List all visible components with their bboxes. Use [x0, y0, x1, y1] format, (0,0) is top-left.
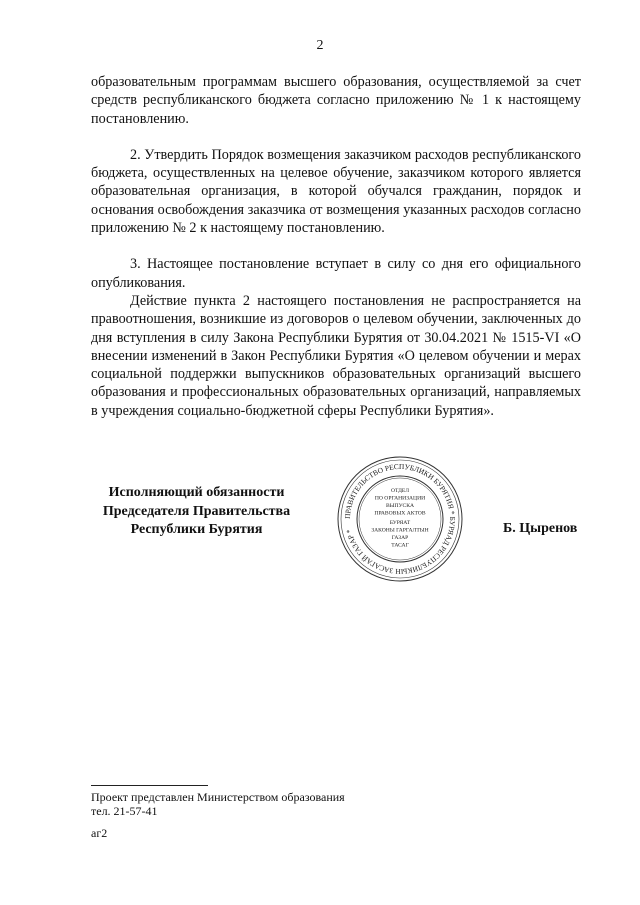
seal-line-1: ОТДЕЛ [390, 488, 410, 494]
footer-document-code: аг2 [91, 826, 108, 840]
paragraph-item-3: 3. Настоящее постановление вступает в силу со дня его официального опубликования. [91, 256, 581, 291]
seal-ring-text: ПРАВИТЕЛЬСТВО РЕСПУБЛИКИ БУРЯТИЯ * БУРЯАД РЕСПУБЛИКЫН ЗАСАГАЙ ГАЗАР * [342, 461, 458, 577]
seal-line-5: БУРЯАТ [389, 520, 411, 526]
seal-line-3: ВЫПУСКА [385, 503, 415, 509]
official-seal-stamp [336, 455, 464, 583]
paragraph-action-clause: Действие пункта 2 настоящего постановления не распространяется на правоотношения, возникшие из договоров о целевом обучении, заключенных до дня вступления в силу Закона Республики Бурятия от 30.04.2021 № 1515-VI «О внесении изменений в Закон Республики Бурятия «О целевом обучении и мерах социальной поддержки выпускников образовательных организаций высшего образования и профессиональных образовательных организаций, направляемых в учреждения социально-бюджетной сферы Республики Бурятия». [91, 292, 581, 419]
body-text [91, 73, 581, 420]
seal-line-8: ТАСАГ [391, 542, 409, 549]
signatory-title-line-2: Председателя Правительства [102, 503, 291, 519]
seal-line-7: ГАЗАР [391, 535, 409, 541]
signatory-title-line-3: Республики Бурятия [130, 522, 263, 537]
signatory-title-line-1: Исполняющий обязанности [108, 485, 285, 500]
paragraph-item-2: 2. Утвердить Порядок возмещения заказчиком расходов республиканского бюджета, осуществленных на целевое обучение, заказчиком которого является образовательная организация, в которой обучался гражданин, порядок и основания освобождения заказчика от возмещения указанных расходов согласно приложению № 2 к настоящему постановлению. [91, 146, 581, 237]
paragraph-continuation: образовательным программам высшего образования, осуществляемой за счет средств республиканского бюджета согласно приложению № 1 к настоящему постановлению. [91, 74, 581, 127]
footer-note [91, 790, 345, 818]
seal-line-4: ПРАВОВЫХ АКТОВ [374, 510, 426, 517]
footer-divider [91, 785, 208, 786]
signatory-name: Б. Цыренов [503, 521, 578, 536]
seal-line-6: ЗАКОНЫ ГАРГАЛТЫН [371, 527, 429, 534]
footer-submitted-by: Проект представлен Министерством образования [91, 790, 345, 804]
page-number: 2 [316, 38, 324, 53]
seal-line-2: ПО ОРГАНИЗАЦИИ [374, 495, 426, 502]
signatory-title [94, 484, 299, 540]
footer-phone: тел. 21-57-41 [91, 804, 158, 818]
